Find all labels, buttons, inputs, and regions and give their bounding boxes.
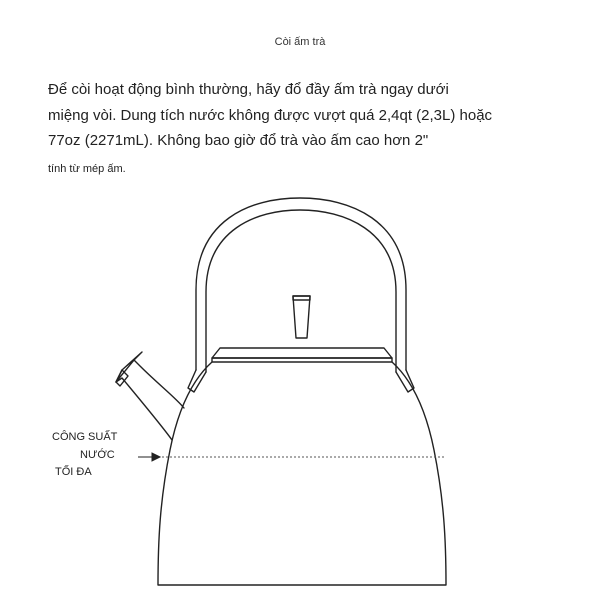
kettle-handle-outer xyxy=(196,198,406,370)
kettle-body xyxy=(158,362,446,585)
max-capacity-label-line-1: CÔNG SUẤT xyxy=(52,431,118,443)
instruction-line-1: Để còi hoạt động bình thường, hãy đổ đầy ấm trà ngay dưới xyxy=(48,81,449,98)
kettle-spout-tip xyxy=(116,352,142,382)
kettle-handle-right-foot xyxy=(396,370,414,392)
max-capacity-label-line-2: NƯỚC xyxy=(80,449,115,461)
page-title: Còi ấm trà xyxy=(274,36,326,48)
kettle-lid-knob-top xyxy=(293,296,310,300)
kettle-lid-knob xyxy=(293,296,310,338)
max-fill-arrow xyxy=(138,453,160,461)
kettle-lid xyxy=(212,348,392,358)
kettle-lid-rim xyxy=(212,358,392,362)
instruction-line-2: miệng vòi. Dung tích nước không được vượt quá 2,4qt (2,3L) hoặc xyxy=(48,107,493,124)
max-capacity-label-line-3: TỐI ĐA xyxy=(55,466,92,478)
instruction-note: tính từ mép ấm. xyxy=(48,163,126,175)
instruction-line-3: 77oz (2271mL). Không bao giờ đổ trà vào ấm cao hơn 2" xyxy=(48,132,429,149)
